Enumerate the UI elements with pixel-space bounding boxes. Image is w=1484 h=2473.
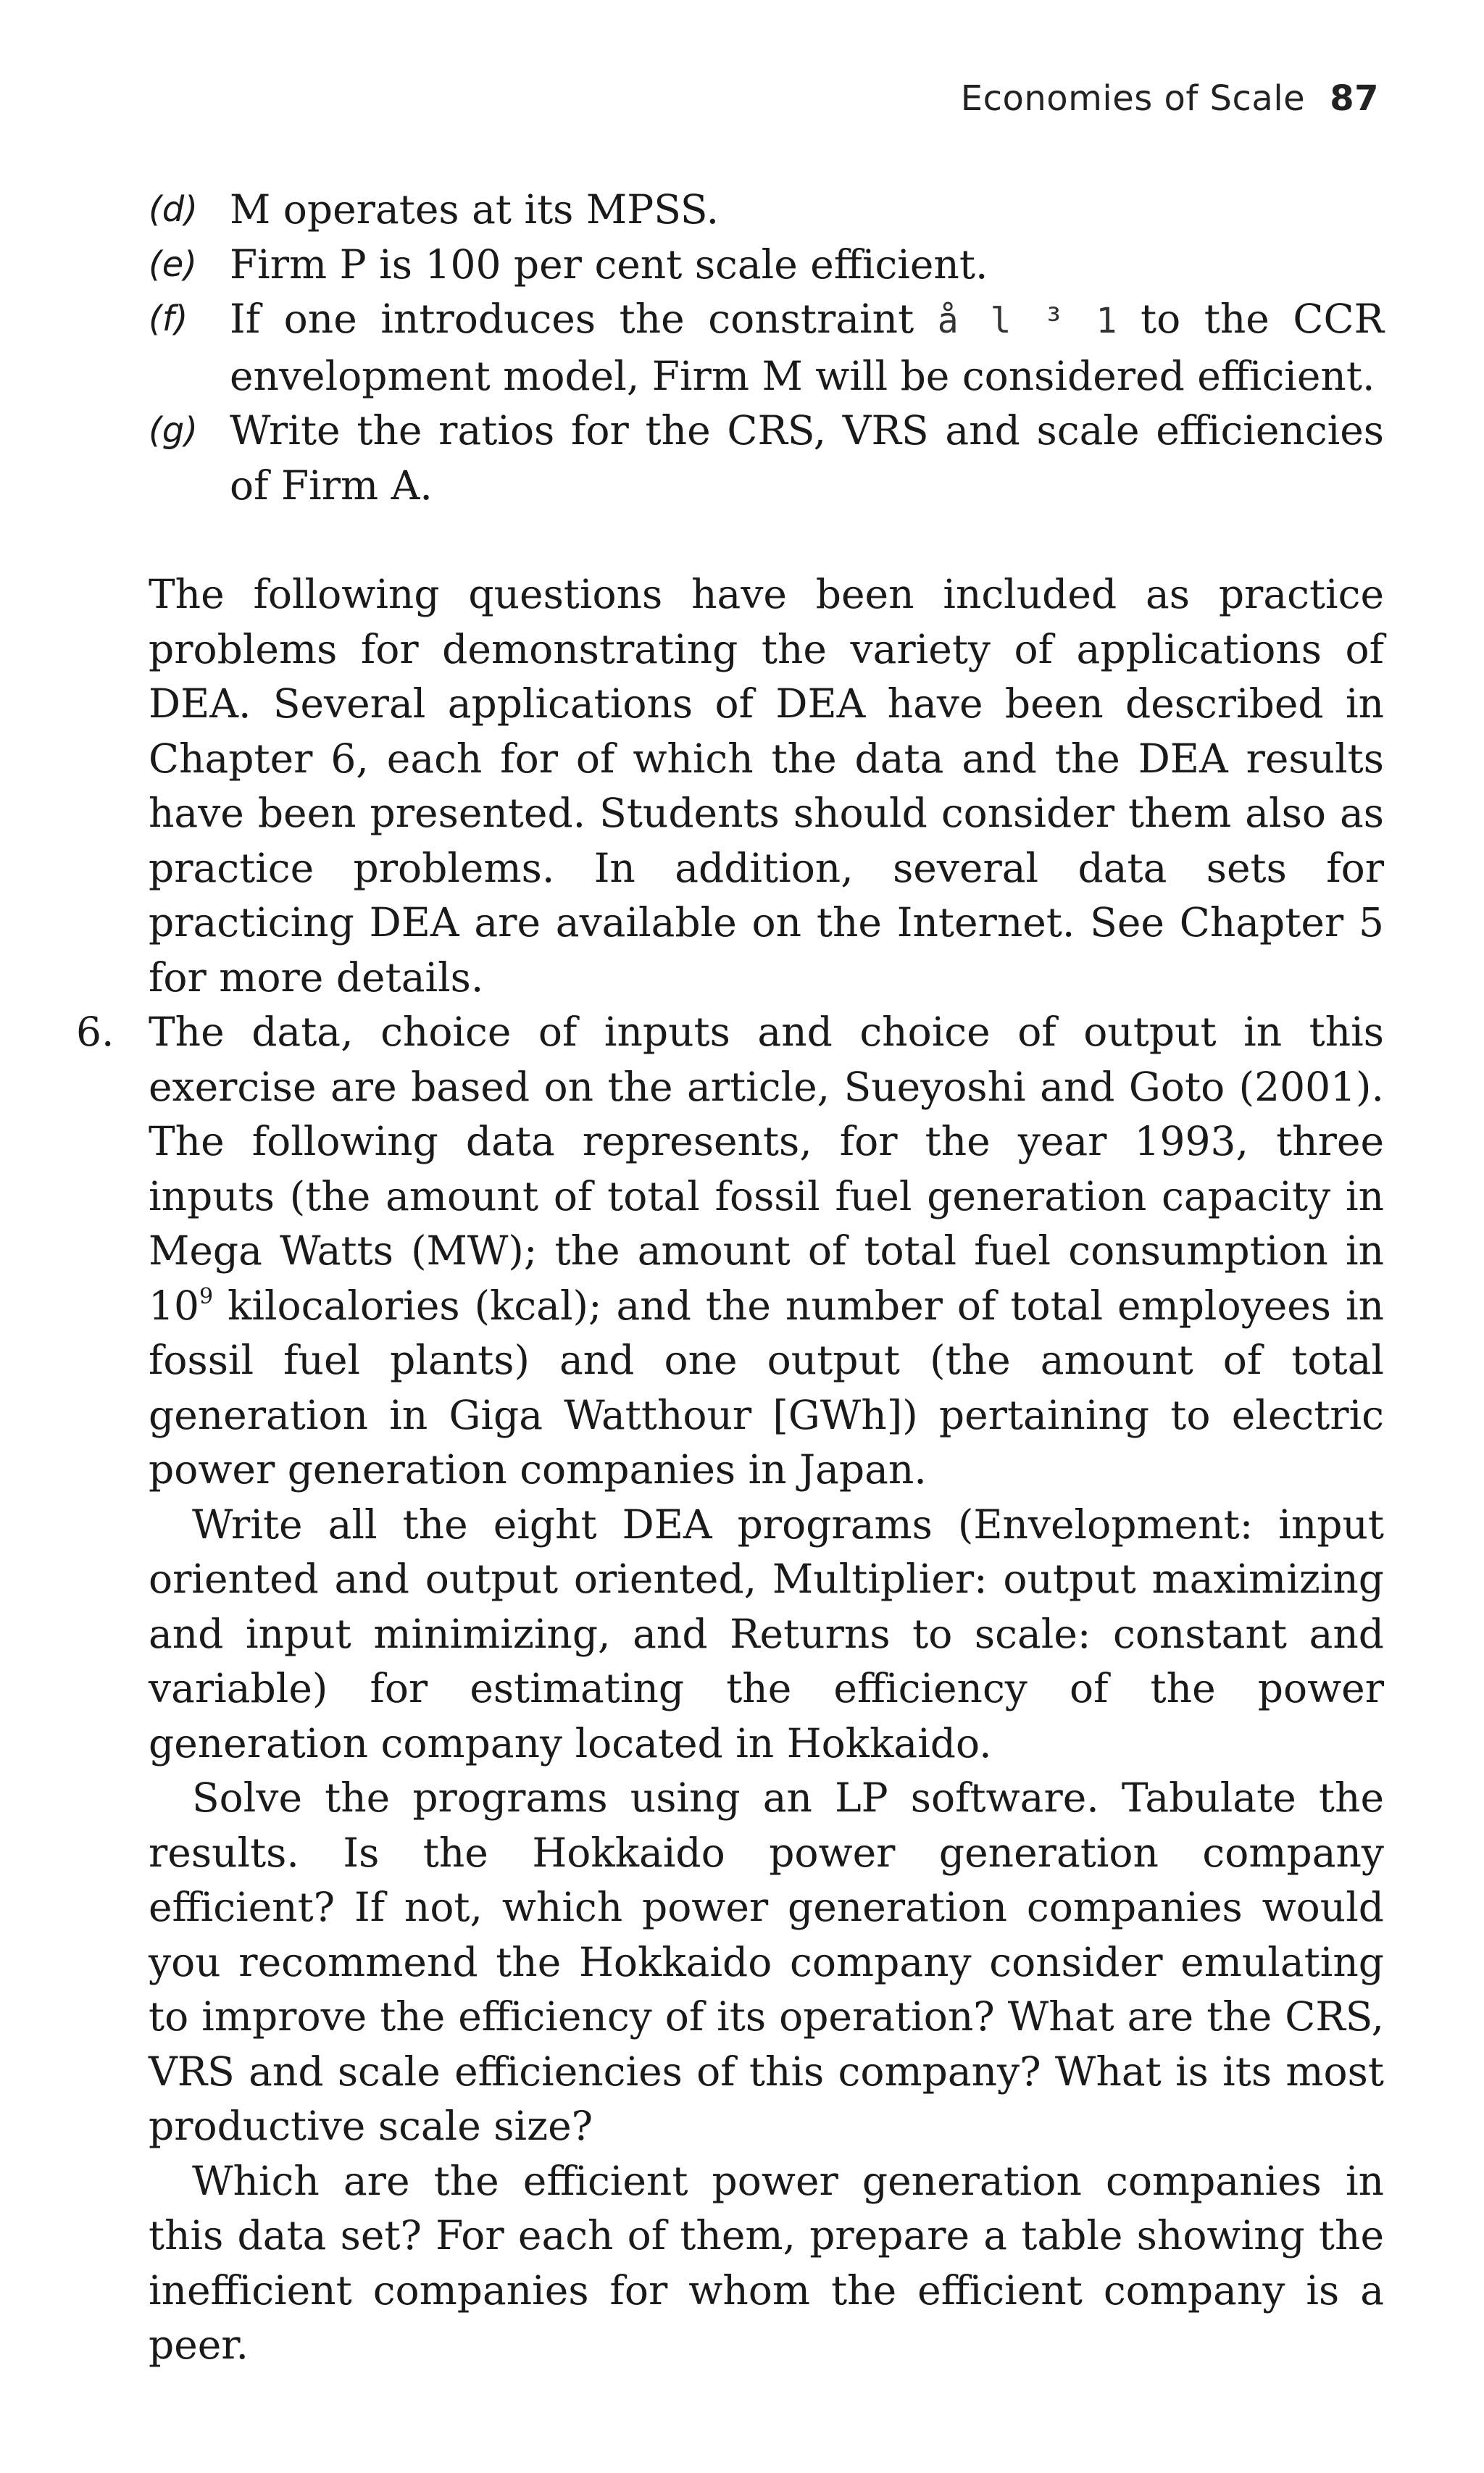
constraint-symbol: å l ³ 1 [937, 301, 1117, 341]
question-paragraph-2: Write all the eight DEA programs (Envelopment: input oriented and output oriented, Multiplier: output maximizing and input minimizing, and Returns to scale: constant and variable) for estimating the efficiency of the power generation company located in Hokkaido. [149, 1501, 1384, 1767]
page-body [76, 183, 1385, 2373]
question-paragraph-4: Which are the efficient power generation companies in this data set? For each of them, prepare a table showing the inefficient companies for whom the efficient company is a peer. [149, 2157, 1384, 2368]
question-number: 6. [76, 1009, 114, 1055]
sub-item-g [149, 404, 1384, 513]
question-paragraph-1-end: kilocalories (kcal); and the number of total employees in fossil fuel plants) and one output (the amount of total generation in Giga Watthour [GWh]) pertaining to electric power generation companies in Japan. [149, 1282, 1384, 1493]
sub-item-label: (g) [149, 410, 198, 451]
sub-item-text-before: If one introduces the constraint [230, 296, 914, 342]
page-number: 87 [1330, 78, 1379, 119]
chapter-title: Economies of Scale [960, 78, 1306, 119]
spacer [149, 513, 1384, 567]
sub-item-text: M operates at its MPSS. [230, 186, 720, 233]
sub-item-label: (e) [149, 243, 197, 285]
sub-item-f [149, 292, 1384, 404]
intro-paragraph: The following questions have been included as practice problems for demonstrating the variety of applications of DEA. Several applications of DEA have been described in Chapter 6, each for of which the data and the DEA results have been presented. Students should consider them also as practice problems. In addition, several data sets for practicing DEA are available on the Internet. See Chapter 5 for more details. [149, 571, 1384, 1001]
sub-item-label: (d) [149, 189, 198, 230]
exponent: 9 [199, 1283, 214, 1309]
sub-item-text-after: to the CCR envelopment model, Firm M will be considered efficient. [230, 296, 1385, 399]
question-paragraph-3: Solve the programs using an LP software. Tabulate the results. Is the Hokkaido power generation company efficient? If not, which power generation companies would you recommend the Hokkaido company consider emulating to improve the efficiency of its operation? What are the CRS, VRS and scale efficiencies of this company? What is its most productive scale size? [149, 1775, 1384, 2149]
question-6 [76, 1005, 1384, 1498]
question-paragraph-1-start: The data, choice of inputs and choice of output in this exercise are based on the article, Sueyoshi and Goto (2001). The following data represents, for the year 1993, three inputs (the amount of total fossil fuel generation capacity in Mega Watts (MW); the amount of total fuel consumption in 10 [149, 1009, 1384, 1329]
running-head [961, 78, 1379, 119]
sub-item-text: Write the ratios for the CRS, VRS and scale efficiencies of Firm A. [230, 407, 1384, 509]
sub-item-d [149, 183, 1384, 238]
sub-item-text: Firm P is 100 per cent scale efficient. [230, 241, 988, 288]
sub-item-e [149, 238, 1384, 293]
sub-item-label: (f) [149, 299, 188, 339]
